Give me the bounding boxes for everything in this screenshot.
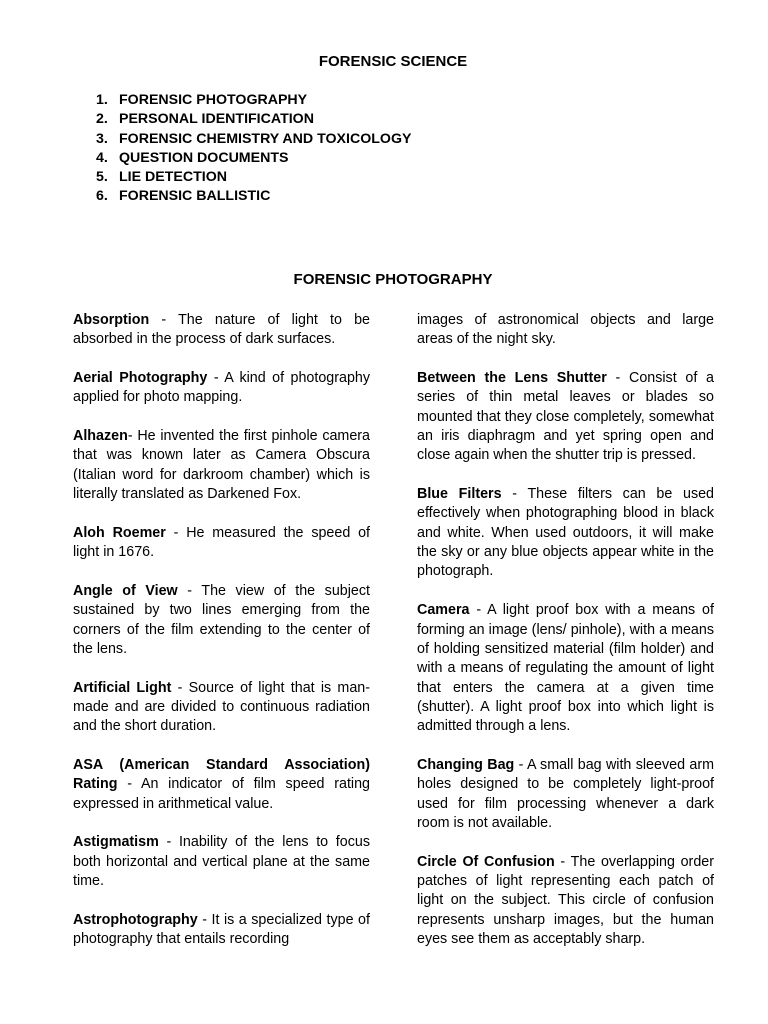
document-title: FORENSIC SCIENCE: [318, 53, 468, 70]
glossary-entry: [73, 311, 370, 350]
glossary-term: ASA (American Standard Association) Rating: [73, 756, 370, 793]
topic-number: 4.: [96, 149, 108, 166]
glossary-separator: -: [197, 911, 212, 928]
glossary-term: Between the Lens Shutter: [417, 370, 607, 387]
glossary-term: Artificial Light: [73, 679, 172, 696]
glossary-term: Astrophotography: [73, 911, 198, 928]
topic-label: PERSONAL IDENTIFICATION: [119, 111, 314, 128]
glossary-entry: [73, 427, 370, 504]
topic-label: FORENSIC BALLISTIC: [119, 188, 271, 205]
glossary-separator: -: [117, 776, 141, 793]
glossary-separator: -: [207, 370, 225, 387]
glossary-definition: An indicator of film speed rating expressed in arithmetical value.: [73, 776, 371, 812]
glossary-term: Astigmatism: [73, 834, 159, 851]
glossary-term: Camera: [417, 602, 470, 619]
glossary-term: Changing Bag: [417, 756, 515, 773]
topic-number: 1.: [96, 92, 108, 108]
glossary-term: Blue Filters: [417, 486, 502, 503]
glossary-entry: [73, 524, 370, 563]
glossary-term: Aloh Roemer: [73, 524, 166, 541]
glossary-continuation: images of astronomical objects and large areas of the night sky.: [417, 312, 714, 348]
topic-item: [96, 168, 411, 187]
section-title: FORENSIC PHOTOGRAPHY: [293, 271, 493, 288]
glossary-term: Angle of View: [73, 582, 178, 599]
glossary-definition: He invented the first pinhole camera that was known later as Camera Obscura (Italian word for darkroom chamber) which is literally translated as Darkened Fox.: [73, 428, 370, 503]
glossary-term: Circle Of Confusion: [417, 853, 555, 870]
glossary-definition: It is a specialized type of photography that entails recording: [73, 911, 370, 947]
glossary-column-right: [417, 311, 714, 969]
glossary-definition: Source of light that is man- made and are divided to continuous radiation and the short duration.: [73, 679, 370, 735]
glossary-definition: He measured the speed of light in 1676.: [73, 524, 370, 561]
topic-label: LIE DETECTION: [119, 169, 227, 186]
topic-label: FORENSIC PHOTOGRAPHY: [119, 92, 308, 108]
topic-number: 6.: [96, 188, 108, 205]
glossary-separator: -: [171, 679, 189, 696]
glossary-definition: The overlapping order patches of light representing each patch of light on the subject. This circle of confusion represents unsharp images, but the human eyes see them as acceptably sharp.: [417, 853, 714, 947]
glossary-entry: [417, 601, 714, 736]
glossary-separator: -: [149, 312, 179, 328]
glossary-definition: The view of the subject sustained by two lines emerging from the corners of the film extending to the center of the lens.: [73, 582, 370, 657]
glossary-entry: [73, 911, 370, 950]
glossary-entry: [73, 582, 370, 659]
glossary-entry: [417, 756, 714, 833]
topic-item: [96, 110, 411, 129]
topic-item: [96, 187, 411, 206]
topic-item: [96, 149, 411, 168]
glossary-term: Alhazen: [73, 428, 128, 445]
glossary-entry: [73, 369, 370, 408]
glossary-separator: -: [606, 370, 629, 387]
topic-list: [96, 91, 411, 207]
glossary-separator: -: [501, 486, 528, 503]
topic-number: 2.: [96, 111, 108, 128]
glossary-entry: [417, 485, 714, 582]
glossary-definition: A kind of photography applied for photo mapping.: [73, 370, 371, 406]
glossary-column-left: [73, 311, 370, 969]
topic-item: [96, 130, 411, 149]
glossary-entry: [73, 756, 370, 814]
topic-label: FORENSIC CHEMISTRY AND TOXICOLOGY: [119, 130, 412, 147]
glossary-separator: -: [127, 428, 138, 445]
glossary-term: Absorption: [73, 312, 150, 328]
glossary-separator: -: [165, 524, 187, 541]
glossary-definition: Inability of the lens to focus both horizontal and vertical plane at the same time.: [73, 834, 370, 889]
glossary-definition: A small bag with sleeved arm holes designed to be completely light-proof used for film processing whenever a dark room is not available.: [417, 756, 714, 831]
glossary-definition: A light proof box with a means of forming an image (lens/ pinhole), with a means of holding sensitized material (film holder) and with a means of regulating the amount of light that enters the camera at a given time (shutter). A light proof box into which light is admitted through a lens.: [417, 602, 714, 735]
glossary-separator: -: [158, 834, 179, 851]
topic-label: QUESTION DOCUMENTS: [119, 149, 289, 166]
glossary-separator: -: [554, 853, 571, 870]
glossary-term: Aerial Photography: [73, 370, 208, 387]
topic-item: [96, 91, 411, 110]
glossary-separator: -: [514, 756, 527, 773]
glossary-separator: -: [177, 582, 202, 599]
glossary-definition: These filters can be used effectively when photographing blood in black and white. When used outdoors, it will make the sky or any blue objects appear white in the photograph.: [417, 486, 714, 580]
glossary-entry: [417, 369, 714, 466]
glossary-entry: [73, 679, 370, 737]
glossary-separator: -: [469, 602, 488, 619]
glossary-definition: The nature of light to be absorbed in the process of dark surfaces.: [73, 312, 371, 348]
topic-number: 5.: [96, 169, 108, 186]
glossary-definition: Consist of a series of thin metal leaves or blades so mounted that they close completely, somewhat an iris diaphragm and yet spring open and close again when the shutter trip is pressed.: [417, 370, 714, 464]
glossary-entry: [73, 833, 370, 891]
glossary-entry: [417, 853, 714, 950]
topic-number: 3.: [96, 130, 108, 147]
